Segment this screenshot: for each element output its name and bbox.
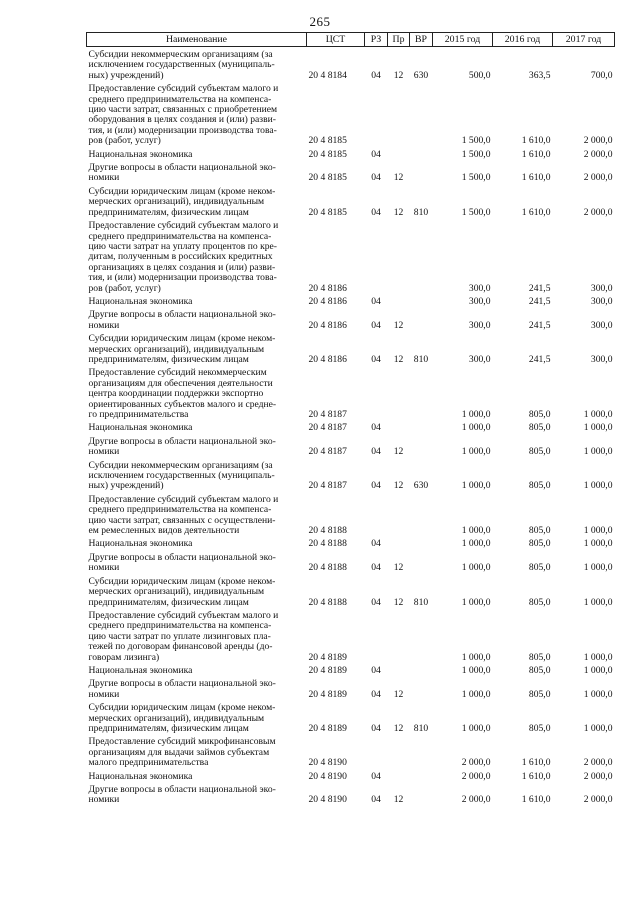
cell-cst: 20 4 8190 (308, 770, 347, 782)
table-row (87, 769, 615, 782)
cell-2016: 1 610,0 (521, 172, 551, 184)
cell-name: Субсидии юридическим лицам (кроме неком- мерческих организаций), индивидуальным предпринимателям, физическим лицам (88, 575, 276, 608)
cell-2017: 1 000,0 (583, 446, 613, 458)
cell-cst: 20 4 8188 (308, 525, 347, 537)
cell-2017: 300,0 (590, 319, 613, 331)
cell-cst: 20 4 8185 (308, 206, 347, 218)
table-row (87, 574, 615, 608)
cell-2017: 2 000,0 (583, 757, 613, 769)
cell-pr: 12 (393, 353, 404, 365)
cell-2015: 300,0 (468, 295, 491, 307)
header-rz: РЗ (365, 33, 388, 47)
cell-rz: 04 (371, 596, 381, 608)
cell-vr (410, 492, 433, 537)
cell-rz (365, 218, 388, 294)
cell-cst: 20 4 8186 (308, 295, 347, 307)
cell-2016: 805,0 (528, 688, 551, 700)
cell-2015: 300,0 (468, 319, 491, 331)
cell-vr: 810 (413, 353, 429, 365)
cell-2015: 1 000,0 (461, 722, 491, 734)
cell-name: Национальная экономика (88, 664, 193, 676)
header-cst: ЦСТ (307, 33, 365, 47)
cell-vr (410, 782, 433, 806)
cell-cst: 20 4 8187 (308, 446, 347, 458)
cell-name: Предоставление субсидий субъектам малого и среднего предпринимательства на компенса- цию части затрат, связанных с осуществлени- ем ремесленных видов деятельности (88, 493, 279, 537)
cell-name: Предоставление субсидий субъектам малого и среднего предпринимательства на компенса- цию части затрат на уплату процентов по кре- дитам, полученным в российских кредитных организациях в целях создания и (или) разви- тия, и (или) модернизации производства това- ров (работ, услуг) (88, 220, 279, 294)
cell-name: Другие вопросы в области национальной эко- номики (88, 784, 276, 806)
cell-name: Национальная экономика (88, 422, 193, 434)
cell-name: Другие вопросы в области национальной эко- номики (88, 162, 276, 184)
cell-2015: 1 500,0 (461, 135, 491, 147)
cell-vr: 810 (413, 206, 429, 218)
cell-vr (410, 147, 433, 160)
cell-cst: 20 4 8188 (308, 562, 347, 574)
cell-name: Субсидии некоммерческим организациям (за исключением государственных (муниципаль- ных) учреждений) (88, 49, 275, 81)
cell-2016: 805,0 (528, 651, 551, 663)
cell-vr (410, 676, 433, 700)
cell-2015: 300,0 (468, 353, 491, 365)
cell-name: Национальная экономика (88, 538, 193, 550)
cell-rz: 04 (371, 353, 381, 365)
cell-cst: 20 4 8185 (308, 135, 347, 147)
table-row (87, 184, 615, 218)
cell-cst: 20 4 8188 (308, 538, 347, 550)
cell-name: Субсидии юридическим лицам (кроме неком- мерческих организаций), индивидуальным предпринимателям, физическим лицам (88, 333, 276, 365)
cell-pr: 12 (393, 562, 404, 574)
cell-pr: 12 (393, 480, 404, 492)
cell-2017: 2 000,0 (583, 770, 613, 782)
cell-rz (365, 492, 388, 537)
cell-rz: 04 (371, 148, 381, 160)
cell-2015: 1 000,0 (461, 538, 491, 550)
cell-pr (388, 769, 410, 782)
cell-2015: 1 000,0 (461, 422, 491, 434)
cell-2015: 300,0 (468, 282, 491, 294)
cell-2015: 1 500,0 (461, 206, 491, 218)
cell-cst: 20 4 8190 (308, 794, 347, 806)
cell-vr (410, 365, 433, 420)
header-name: Наименование (87, 33, 307, 47)
cell-cst: 20 4 8188 (308, 596, 347, 608)
cell-2017: 2 000,0 (583, 148, 613, 160)
cell-2017: 1 000,0 (583, 525, 613, 537)
cell-vr (410, 420, 433, 433)
cell-2016: 241,5 (528, 282, 551, 294)
cell-cst: 20 4 8184 (308, 69, 347, 81)
cell-2017: 1 000,0 (583, 664, 613, 676)
cell-pr (388, 734, 410, 768)
cell-cst: 20 4 8185 (308, 172, 347, 184)
cell-rz: 04 (371, 770, 381, 782)
cell-pr: 12 (393, 794, 404, 806)
table-row (87, 782, 615, 806)
cell-2016: 241,5 (528, 353, 551, 365)
cell-rz (365, 608, 388, 663)
cell-rz (365, 734, 388, 768)
cell-vr (410, 294, 433, 307)
cell-2016: 805,0 (528, 562, 551, 574)
cell-pr (388, 81, 410, 146)
cell-2016: 241,5 (528, 319, 551, 331)
cell-rz: 04 (371, 206, 381, 218)
cell-name: Национальная экономика (88, 295, 193, 307)
cell-rz (365, 365, 388, 420)
cell-2016: 805,0 (528, 409, 551, 420)
cell-2017: 1 000,0 (583, 538, 613, 550)
cell-pr (388, 420, 410, 433)
cell-2016: 1 610,0 (521, 770, 551, 782)
cell-name: Другие вопросы в области национальной эко- номики (88, 309, 276, 331)
table-row (87, 663, 615, 676)
cell-name: Субсидии юридическим лицам (кроме неком- мерческих организаций), индивидуальным предпринимателям, физическим лицам (88, 702, 276, 734)
cell-2015: 1 000,0 (461, 446, 491, 458)
cell-pr: 12 (393, 319, 404, 331)
cell-rz: 04 (371, 295, 381, 307)
cell-name: Предоставление субсидий субъектам малого и среднего предпринимательства на компенса- цию части затрат, связанных с приобретением оборудования в целях создания и (или) разви- тия, и (или) модернизации производства това- ров (работ, услуг) (88, 83, 279, 147)
cell-cst: 20 4 8189 (308, 664, 347, 676)
cell-2015: 1 000,0 (461, 409, 491, 420)
cell-cst: 20 4 8186 (308, 282, 347, 294)
cell-2016: 805,0 (528, 480, 551, 492)
cell-pr: 12 (393, 172, 404, 184)
table-row (87, 331, 615, 365)
cell-cst: 20 4 8186 (308, 319, 347, 331)
cell-2016: 1 610,0 (521, 757, 551, 769)
cell-name: Национальная экономика (88, 148, 193, 160)
cell-2017: 2 000,0 (583, 794, 613, 806)
cell-2015: 1 000,0 (461, 688, 491, 700)
cell-2015: 1 000,0 (461, 562, 491, 574)
cell-vr (410, 307, 433, 331)
cell-rz: 04 (371, 688, 381, 700)
table-row (87, 81, 615, 146)
table-row (87, 307, 615, 331)
cell-pr: 12 (393, 446, 404, 458)
cell-2017: 700,0 (590, 69, 613, 81)
table-row (87, 536, 615, 549)
cell-2016: 363,5 (528, 69, 551, 81)
cell-rz: 04 (371, 172, 381, 184)
cell-2016: 1 610,0 (521, 135, 551, 147)
cell-2015: 2 000,0 (461, 757, 491, 769)
cell-2017: 300,0 (590, 295, 613, 307)
cell-vr (410, 81, 433, 146)
cell-2015: 2 000,0 (461, 770, 491, 782)
cell-rz: 04 (371, 422, 381, 434)
cell-rz: 04 (371, 562, 381, 574)
cell-pr (388, 294, 410, 307)
cell-cst: 20 4 8187 (308, 409, 347, 420)
cell-vr (410, 734, 433, 768)
table-header-row (87, 33, 615, 47)
cell-2015: 1 000,0 (461, 651, 491, 663)
cell-2017: 1 000,0 (583, 409, 613, 420)
cell-rz: 04 (371, 664, 381, 676)
table-row (87, 458, 615, 492)
cell-pr (388, 608, 410, 663)
cell-vr (410, 769, 433, 782)
cell-pr: 12 (393, 69, 404, 81)
table-row (87, 550, 615, 574)
cell-rz (365, 81, 388, 146)
cell-2016: 805,0 (528, 422, 551, 434)
table-row (87, 47, 615, 82)
cell-2015: 1 000,0 (461, 480, 491, 492)
cell-pr (388, 218, 410, 294)
cell-2016: 805,0 (528, 525, 551, 537)
cell-pr: 12 (393, 722, 404, 734)
cell-2015: 1 500,0 (461, 148, 491, 160)
cell-2016: 805,0 (528, 664, 551, 676)
cell-vr: 630 (413, 69, 429, 81)
cell-vr: 630 (413, 480, 429, 492)
cell-2016: 805,0 (528, 722, 551, 734)
cell-2015: 2 000,0 (461, 794, 491, 806)
cell-2016: 1 610,0 (521, 206, 551, 218)
table-row (87, 294, 615, 307)
table-row (87, 608, 615, 663)
cell-vr (410, 536, 433, 549)
table-row (87, 734, 615, 768)
cell-pr (388, 147, 410, 160)
cell-2015: 500,0 (468, 69, 491, 81)
cell-pr (388, 663, 410, 676)
cell-rz: 04 (371, 319, 381, 331)
cell-2017: 300,0 (590, 353, 613, 365)
page-number: 265 (309, 14, 331, 29)
cell-rz: 04 (371, 538, 381, 550)
cell-cst: 20 4 8189 (308, 651, 347, 663)
cell-name: Предоставление субсидий микрофинансовым организациям для выдачи займов субъектам малого предпринимательства (88, 736, 276, 769)
table-row (87, 365, 615, 420)
cell-vr: 810 (413, 722, 429, 734)
cell-vr (410, 550, 433, 574)
cell-2017: 1 000,0 (583, 562, 613, 574)
cell-vr (410, 663, 433, 676)
cell-2016: 805,0 (528, 596, 551, 608)
header-2016: 2016 год (493, 33, 553, 47)
cell-pr: 12 (393, 596, 404, 608)
cell-cst: 20 4 8187 (308, 480, 347, 492)
cell-rz: 04 (371, 446, 381, 458)
table-row (87, 218, 615, 294)
cell-2016: 1 610,0 (521, 794, 551, 806)
cell-2016: 241,5 (528, 295, 551, 307)
cell-2015: 1 500,0 (461, 172, 491, 184)
cell-pr (388, 365, 410, 420)
cell-2015: 1 000,0 (461, 525, 491, 537)
cell-vr (410, 160, 433, 184)
cell-2017: 1 000,0 (583, 722, 613, 734)
cell-2015: 1 000,0 (461, 596, 491, 608)
cell-name: Предоставление субсидий некоммерческим организациям для обеспечения деятельности центра координации поддержки экспортно ориентированных субъектов малого и средне- го предпринимательства (88, 367, 277, 420)
cell-cst: 20 4 8185 (308, 148, 347, 160)
table-row (87, 492, 615, 537)
cell-vr (410, 218, 433, 294)
cell-pr (388, 536, 410, 549)
cell-2017: 1 000,0 (583, 596, 613, 608)
cell-2017: 1 000,0 (583, 688, 613, 700)
cell-cst: 20 4 8186 (308, 353, 347, 365)
cell-vr (410, 434, 433, 458)
cell-2017: 2 000,0 (583, 206, 613, 218)
cell-cst: 20 4 8189 (308, 722, 347, 734)
table-row (87, 434, 615, 458)
header-2015: 2015 год (433, 33, 493, 47)
cell-vr: 810 (413, 596, 429, 608)
cell-name: Субсидии некоммерческим организациям (за исключением государственных (муниципаль- ных) учреждений) (88, 459, 275, 492)
cell-name: Другие вопросы в области национальной эко- номики (88, 435, 276, 458)
cell-2016: 805,0 (528, 446, 551, 458)
cell-2017: 1 000,0 (583, 422, 613, 434)
cell-name: Предоставление субсидий субъектам малого и среднего предпринимательства на компенса- цию части затрат по уплате лизинговых пла- тежей по договорам финансовой аренды (до- говорам лизинга) (88, 609, 279, 663)
cell-2016: 1 610,0 (521, 148, 551, 160)
table-row (87, 147, 615, 160)
cell-vr (410, 608, 433, 663)
cell-2017: 300,0 (590, 282, 613, 294)
cell-name: Субсидии юридическим лицам (кроме неком- мерческих организаций), индивидуальным предпринимателям, физическим лицам (88, 185, 276, 218)
cell-cst: 20 4 8189 (308, 688, 347, 700)
cell-rz: 04 (371, 69, 381, 81)
cell-2017: 2 000,0 (583, 172, 613, 184)
table-row (87, 700, 615, 734)
cell-name: Национальная экономика (88, 770, 193, 782)
cell-cst: 20 4 8190 (308, 757, 347, 769)
cell-pr (388, 492, 410, 537)
cell-cst: 20 4 8187 (308, 422, 347, 434)
cell-name: Другие вопросы в области национальной эко- номики (88, 678, 276, 700)
table-row (87, 676, 615, 700)
cell-2017: 1 000,0 (583, 651, 613, 663)
header-vr: ВР (410, 33, 433, 47)
cell-2017: 2 000,0 (583, 135, 613, 147)
cell-rz: 04 (371, 722, 381, 734)
cell-2015: 1 000,0 (461, 664, 491, 676)
table-body (87, 47, 615, 806)
cell-pr: 12 (393, 206, 404, 218)
cell-2017: 1 000,0 (583, 480, 613, 492)
table-row (87, 160, 615, 184)
header-2017: 2017 год (553, 33, 615, 47)
cell-rz: 04 (371, 794, 381, 806)
cell-rz: 04 (371, 480, 381, 492)
budget-table (86, 32, 615, 806)
header-pr: Пр (388, 33, 410, 47)
cell-name: Другие вопросы в области национальной эко- номики (88, 551, 276, 574)
table-row (87, 420, 615, 433)
cell-2016: 805,0 (528, 538, 551, 550)
cell-pr: 12 (393, 688, 404, 700)
